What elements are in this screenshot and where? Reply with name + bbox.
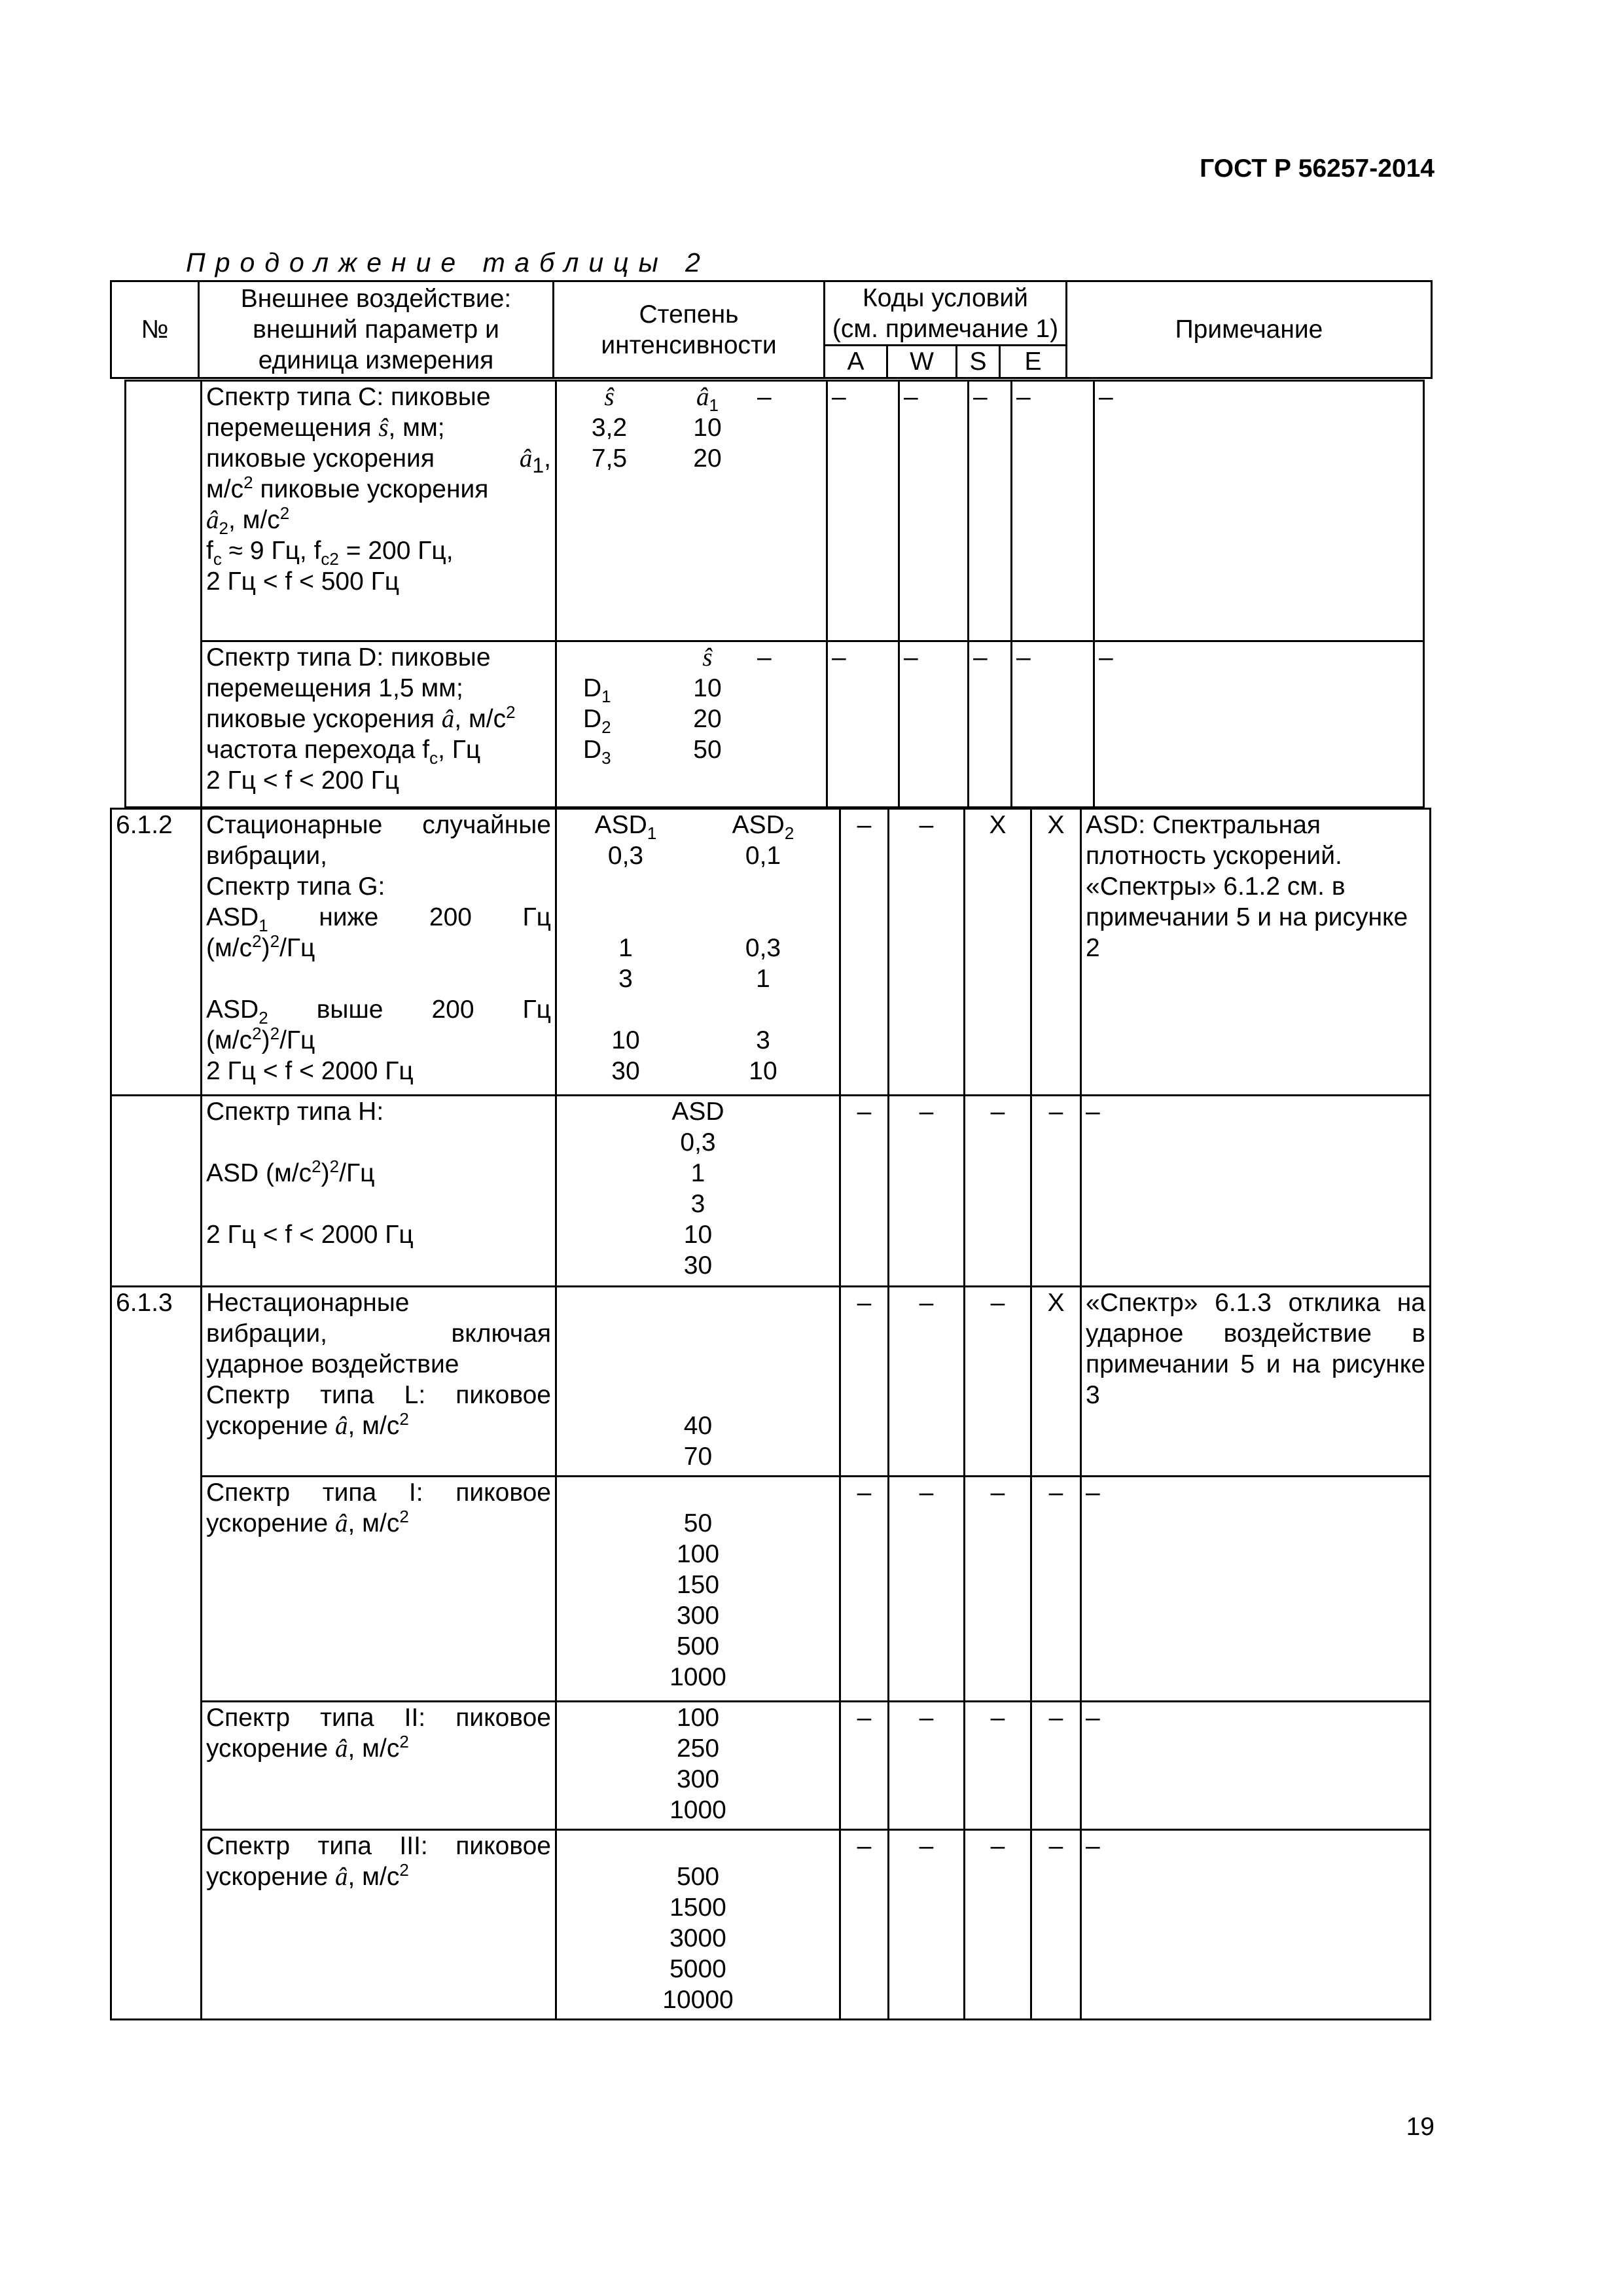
code-header-a: A [825,346,887,378]
table-row [126,641,1424,808]
row-number: 6.1.3 [111,1287,202,2020]
note-value: – [1081,1477,1431,1702]
spectrum-g-intensity: $ASD_1$ $ASD_2$ 0,3 0,1 1 0,3 3 1 10 3 30 10 [556,809,840,1096]
code-a-value: – [840,1096,889,1287]
code-s-value: – [969,381,1012,641]
code-w-value: – [889,1477,965,1702]
table-row [111,1830,1431,2020]
code-a-value: – [840,809,889,1096]
code-e-value: – [1012,381,1094,641]
code-e-value: X [1031,1287,1081,1477]
table-continuation-caption: Продолжение таблицы 2 [186,247,710,278]
code-s-value: – [969,641,1012,808]
row-number-empty [126,381,202,808]
code-s-value: – [965,1287,1031,1477]
code-header-w: W [887,346,957,378]
table-row [111,1287,1431,1477]
code-s-value: X [965,809,1031,1096]
code-e-value: – [1031,1830,1081,2020]
spectrum-h-intensity: ASD 0,3 1 3 10 30 [556,1096,840,1287]
code-w-value: – [889,1830,965,2020]
code-a-value: – [827,381,899,641]
spectrum-iii-description: Спектр типа III: пиковое ускорение â, $м/с^2$ [202,1830,556,2020]
note-value: ASD: Спектральная плотность ускорений. «Спектры» 6.1.2 см. в примечании 5 и на рисунке 2 [1081,809,1431,1096]
code-w-value: – [889,1287,965,1477]
spectrum-d-description: Спектр типа D: пиковые перемещения 1,5 мм; пиковые ускорения â, $м/с^2$ частота перехода $f_c$, Гц 2 Гц < f < 200 Гц [202,641,556,808]
code-w-value: – [889,809,965,1096]
table-row [126,381,1424,641]
code-w-value: – [899,381,969,641]
code-e-value: – [1031,1477,1081,1702]
code-s-value: – [965,1702,1031,1830]
note-value: «Спектр» 6.1.3 отклика на ударное воздействие в примечании 5 и на рисунке 3 [1081,1287,1431,1477]
code-w-value: – [889,1702,965,1830]
spectrum-h-description: Спектр типа H: ASD $(м/с^2)^2/Гц$ 2 Гц < f < 2000 Гц [202,1096,556,1287]
document-header-standard: ГОСТ Р 56257-2014 [1200,154,1435,183]
table-row [111,809,1431,1096]
note-value: – [1094,381,1424,641]
spectrum-i-intensity: 50 100 150 300 500 1000 [556,1477,840,1702]
col-header-exposure: Внешнее воздействие: внешний параметр и единица измерения [199,281,554,378]
note-value: – [1081,1096,1431,1287]
code-e-value: – [1031,1096,1081,1287]
code-header-s: S [957,346,1000,378]
spectrum-ii-intensity: 100 250 300 1000 [556,1702,840,1830]
col-header-number: № [111,281,199,378]
code-e-value: – [1031,1702,1081,1830]
table-header [110,280,1433,379]
code-w-value: – [889,1096,965,1287]
code-a-value: – [840,1477,889,1702]
row-number: 6.1.2 [111,809,202,1096]
code-header-e: E [1000,346,1067,378]
note-value: – [1081,1830,1431,2020]
code-w-value: – [899,641,969,808]
code-a-value: – [840,1287,889,1477]
code-a-value: – [827,641,899,808]
spectrum-i-description: Спектр типа I: пиковое ускорение â, $м/с^2$ [202,1477,556,1702]
row-number-empty [111,1096,202,1287]
code-a-value: – [840,1830,889,2020]
code-s-value: – [965,1830,1031,2020]
code-e-value: – [1012,641,1094,808]
spectrum-c-intensity: ŝ $â_1$ – 3,2 10 7,5 20 [556,381,827,641]
spectrum-d-intensity: ŝ – $D_1$ 10 $D_2$ 20 $D_3$ 50 [556,641,827,808]
code-s-value: – [965,1477,1031,1702]
table-row [111,1702,1431,1830]
spectrum-l-intensity: 40 70 [556,1287,840,1477]
code-s-value: – [965,1096,1031,1287]
table-row [111,1096,1431,1287]
page-number: 19 [1406,2113,1435,2141]
note-value: – [1094,641,1424,808]
table-body-lower [110,808,1431,2020]
code-a-value: – [840,1702,889,1830]
spectrum-ii-description: Спектр типа II: пиковое ускорение â, $м/с^2$ [202,1702,556,1830]
table-body-upper [124,380,1425,808]
col-header-note: Примечание [1067,281,1432,378]
spectrum-g-description: Стационарные случайные вибрации, Спектр типа G: $ASD_1$ ниже 200 Гц $(м/с^2)^2/Гц$ $ASD_2$ выше 200 Гц $(м/с^2)^2/Гц$ 2 Гц < f < 2000 Гц [202,809,556,1096]
spectrum-c-description: Спектр типа C: пиковые перемещения ŝ, мм; пиковые ускорения $â_1$, $м/с^2$ пиковые ускорения $â_2$, $м/с^2$ $f_c \approx 9$ Гц, $f_{c2} = 200$ Гц, 2 Гц < f < 500 Гц [202,381,556,641]
spectrum-l-description: Нестационарные вибрации, включая ударное воздействие Спектр типа L: пиковое ускорение â, $м/с^2$ [202,1287,556,1477]
table-row [111,1477,1431,1702]
note-value: – [1081,1702,1431,1830]
col-header-condition-codes: Коды условий (см. примечание 1) [825,281,1067,346]
code-e-value: X [1031,809,1081,1096]
col-header-intensity: Степень интенсивности [554,281,825,378]
spectrum-iii-intensity: 500 1500 3000 5000 10000 [556,1830,840,2020]
